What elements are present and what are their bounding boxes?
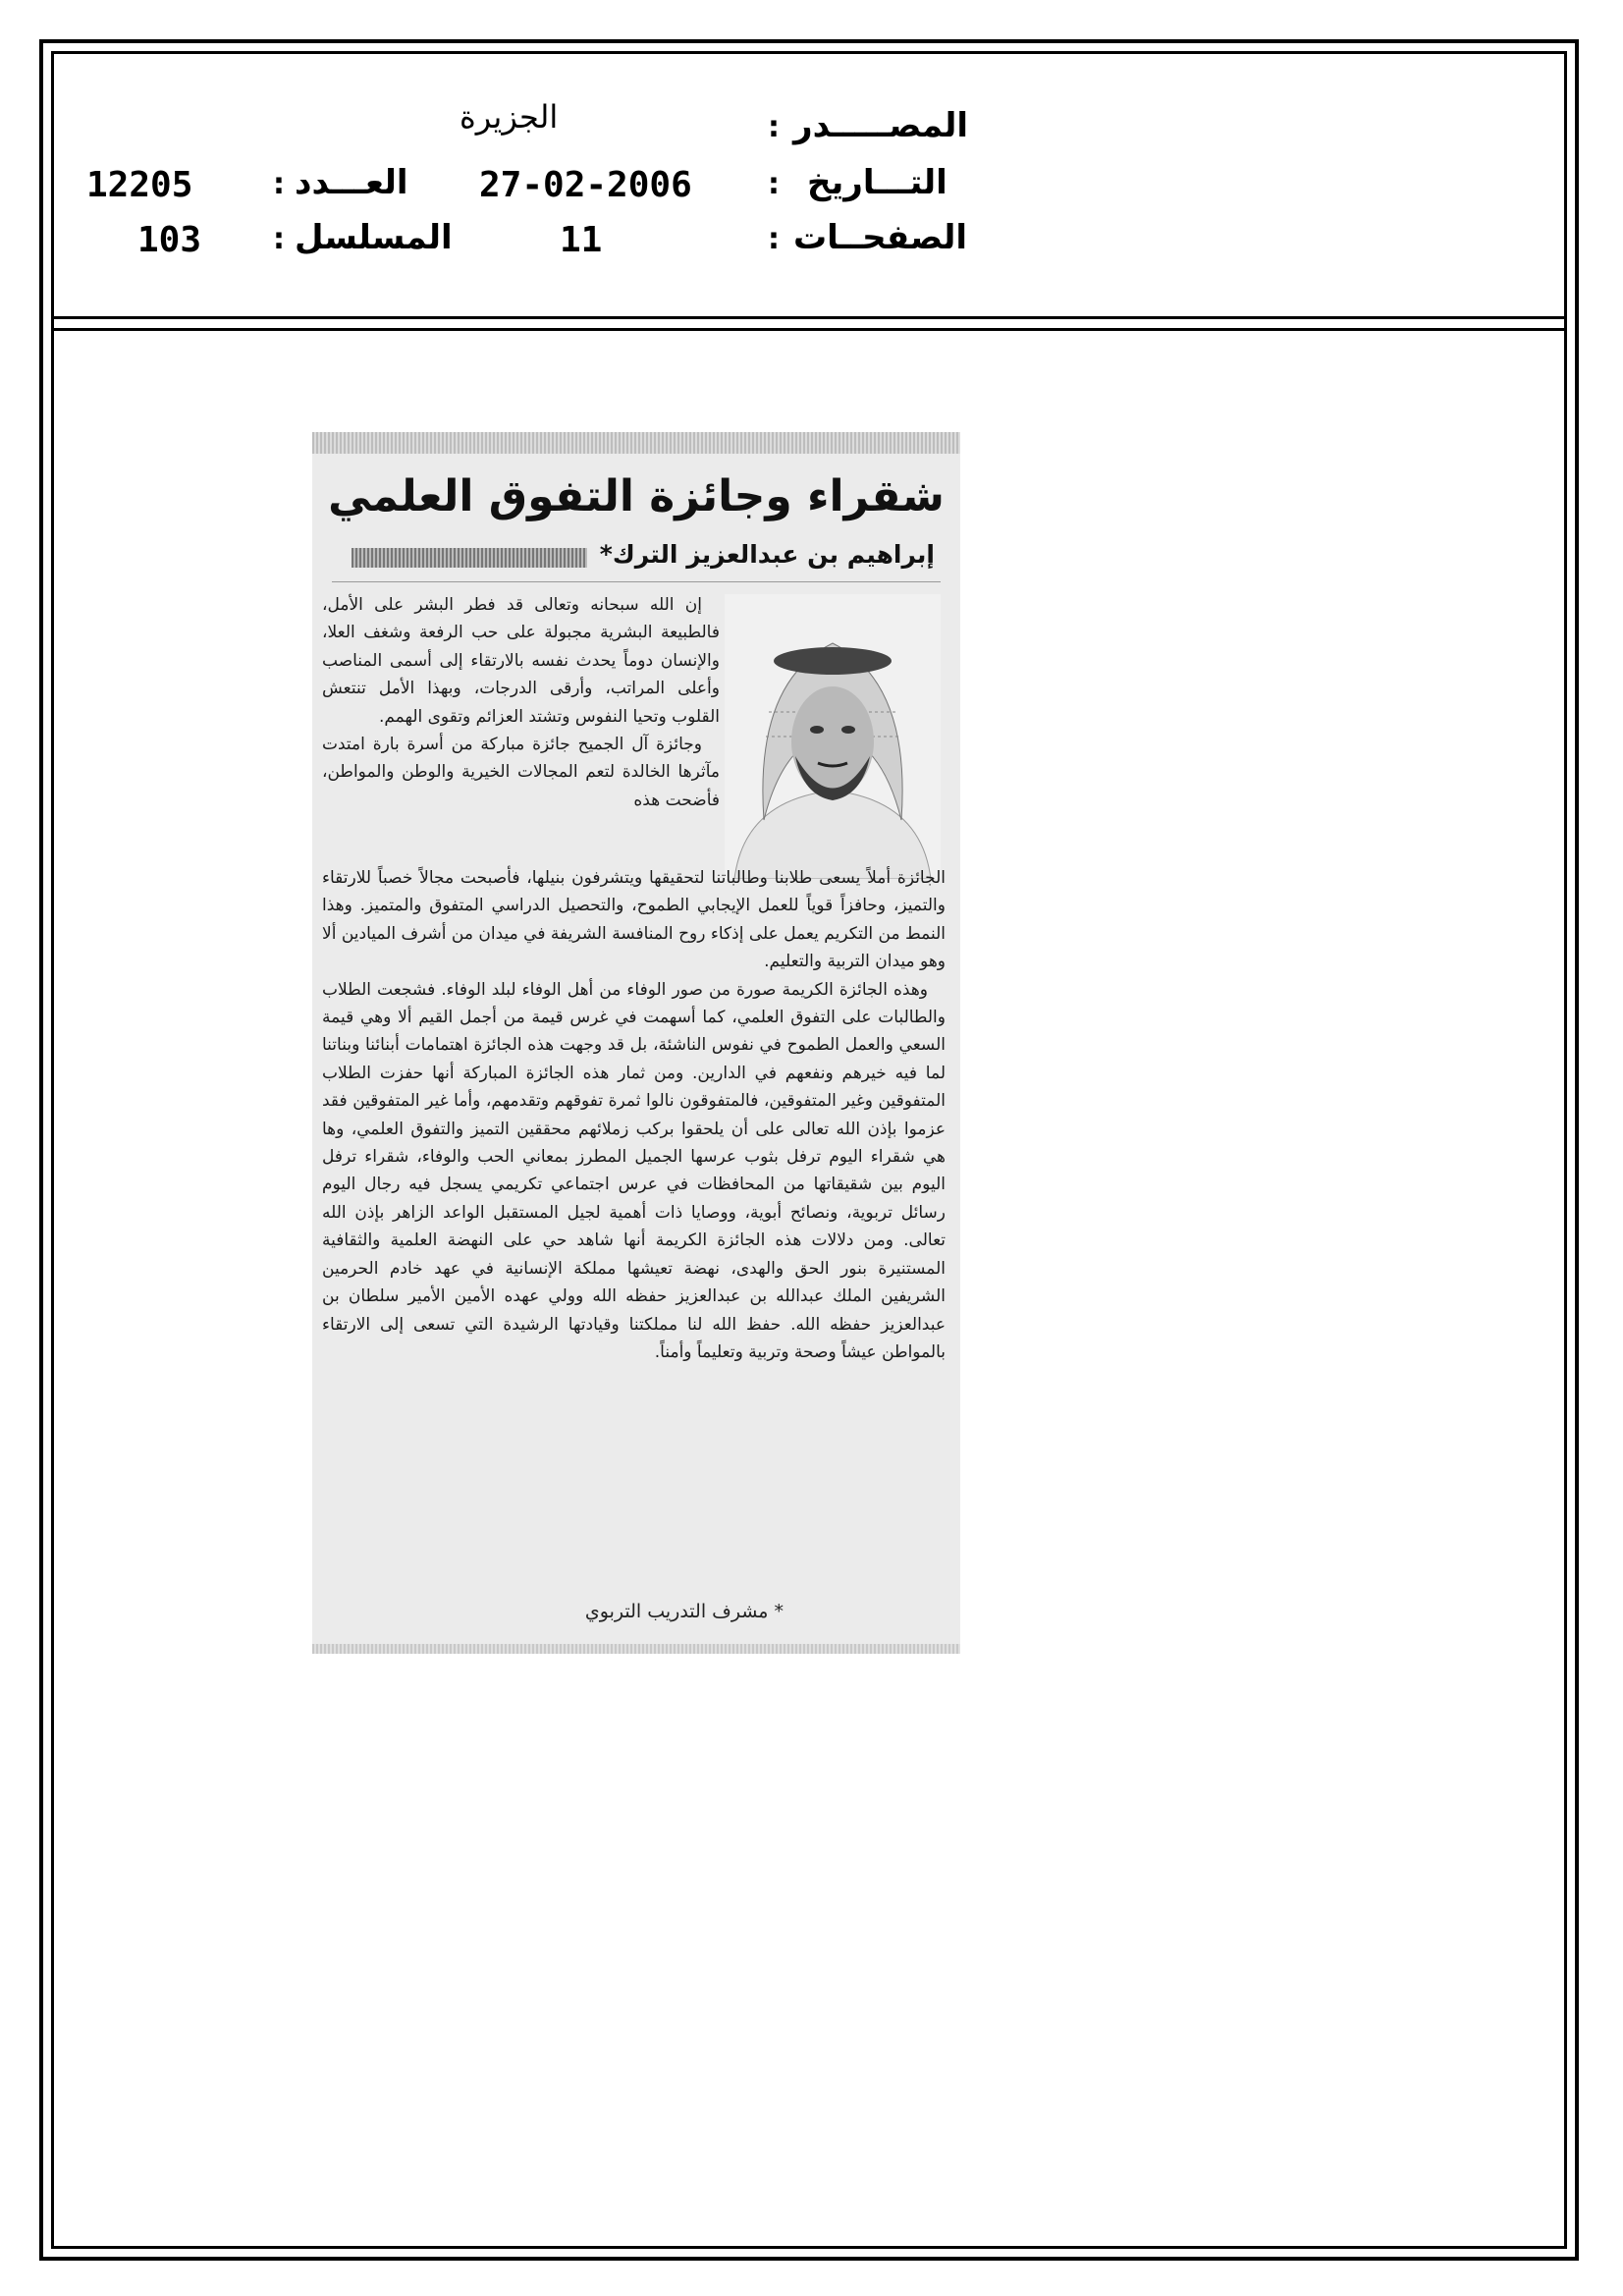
date-label: التـــاريخ	[807, 163, 947, 202]
serial-label: المسلسل	[295, 218, 453, 257]
author-footnote: * مشرف التدريب التربوي	[584, 1601, 784, 1622]
newspaper-clipping	[312, 432, 960, 1654]
pages-value: 11	[560, 220, 603, 260]
article-body-text	[322, 864, 946, 1366]
source-value: الجزيرة	[460, 98, 559, 136]
source-label: المصـــــدر	[793, 106, 969, 145]
byline-shade	[352, 548, 587, 568]
byline-bar	[332, 540, 941, 575]
serial-colon: :	[273, 222, 285, 256]
article-column-text	[322, 591, 720, 814]
issue-colon: :	[273, 167, 285, 201]
date-value: 27-02-2006	[479, 165, 692, 205]
issue-label: العـــدد	[295, 163, 408, 202]
article-title: شقراء وجائزة التفوق العلمي	[328, 471, 945, 521]
author-portrait-icon	[725, 594, 941, 879]
serial-value: 103	[137, 220, 202, 260]
article-paragraph: إن الله سبحانه وتعالى قد فطر البشر على الأمل، فالطبيعة البشرية مجبولة على حب الرفعة وشغف العلا، والإنسان دوماً يحدث نفسه بالارتقاء إلى أسمى المناصب وأعلى المراتب، وأرقى الدرجات، وبهذا الأمل تنتعش القلوب وتحيا النفوس وتشتد العزائم وتقوى الهمم.	[322, 595, 720, 727]
article-paragraph: الجائزة أملاً يسعى طلابنا وطالباتنا لتحقيقها ويتشرفون بنيلها، فأصبحت مجالاً خصباً للارتقاء والتميز، وحافزاً قوياً للعمل الإيجابي الطموح، والتحصيل الدراسي المتفوق والمتميز. وهذا النمط من التكريم يعمل على إذكاء روح المنافسة الشريفة في ميدان من أشرف الميادين ألا وهو ميدان التربية والتعليم.	[322, 868, 946, 972]
date-colon: :	[768, 167, 780, 201]
clipping-top-band	[312, 432, 960, 454]
pages-label: الصفحــات	[793, 218, 968, 257]
article-paragraph: وجائزة آل الجميح جائزة مباركة من أسرة بارة امتدت مآثرها الخالدة لتعم المجالات الخيرية والوطن والمواطن، فأضحت هذه	[322, 735, 720, 810]
header-divider	[51, 316, 1567, 319]
header-divider-double	[51, 328, 1567, 331]
article-byline: إبراهيم بن عبدالعزيز الترك*	[599, 540, 935, 569]
byline-divider	[332, 581, 941, 582]
pages-colon: :	[768, 222, 780, 256]
article-paragraph: وهذه الجائزة الكريمة صورة من صور الوفاء من أهل الوفاء لبلد الوفاء. فشجعت الطلاب والطالبات على التفوق العلمي، كما أسهمت في غرس قيمة من أجمل القيم ألا وهي قيمة السعي والعمل الطموح في نفوس الناشئة، بل قد وجهت هذه الجائزة اهتمامات أبنائنا وبناتنا لما فيه خيرهم ونفعهم في الدارين. ومن ثمار هذه الجائزة المباركة أنها حفزت الطلاب المتفوقين وغير المتفوقين، فالمتفوقون نالوا ثمرة تفوقهم وتقدمهم، وأما غير المتفوقين فقد عزموا بإذن الله تعالى على أن يلحقوا بركب زملائهم محققين التميز والتفوق العلمي، وها هي شقراء اليوم ترفل بثوب عرسها الجميل المطرز بمعاني الحب والوفاء، شقراء ترفل اليوم بين شقيقاتها من المحافظات في عرس اجتماعي تكريمي يسجل فيه رجال اليوم رسائل تربوية، ونصائح أبوية، ووصايا ذات أهمية لجيل المستقبل الواعد الزاهر بإذن الله تعالى. ومن دلالات هذه الجائزة الكريمة أنها شاهد حي على النهضة العلمية والثقافية المستنيرة بنور الحق والهدى، نهضة تعيشها مملكة الإنسانية في عهد خادم الحرمين الشريفين الملك عبدالله بن عبدالعزيز حفظه الله وولي عهده الأمين الأمير سلطان بن عبدالعزيز حفظه الله. حفظ الله لنا مملكتنا وقيادتها الرشيدة التي تسعى إلى الارتقاء بالمواطن عيشاً وصحة وتربية وتعليماً وأمناً.	[322, 979, 946, 1362]
source-colon: :	[768, 110, 780, 144]
clipping-bottom-band	[312, 1644, 960, 1654]
issue-value: 12205	[86, 165, 193, 205]
